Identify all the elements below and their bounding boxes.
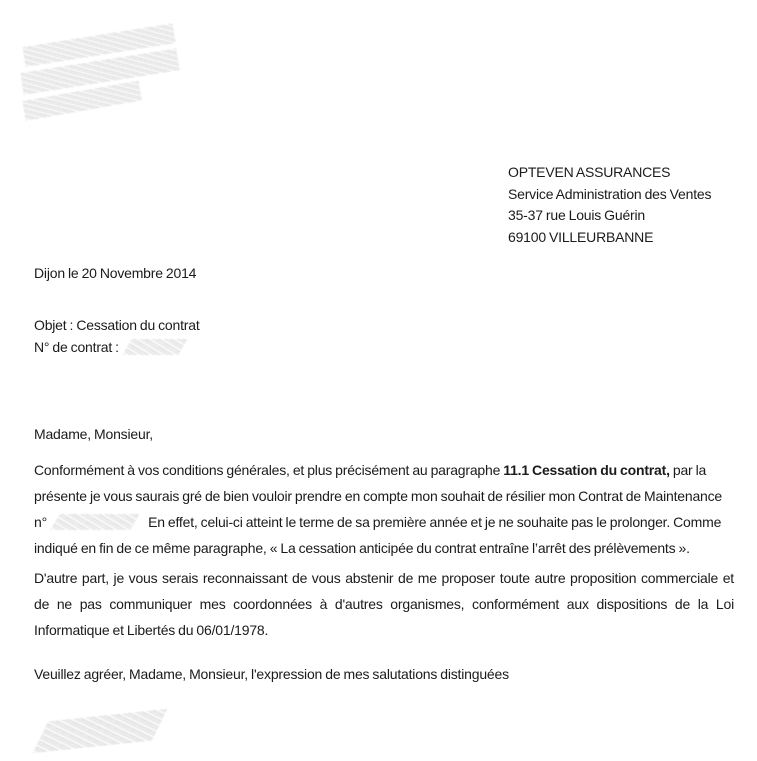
recipient-address: [508, 162, 711, 248]
p1-l1-pre: Conformément à vos conditions générales, et plus précisément au paragraphe: [34, 462, 504, 478]
redacted-signature: [33, 709, 168, 753]
paragraph-2: [34, 565, 734, 643]
paragraph-2-line-3: Informatique et Libertés du 06/01/1978.: [34, 622, 269, 638]
paragraph-1: [34, 457, 734, 561]
paragraph-1-line-1: [34, 457, 734, 483]
letter-body: [34, 421, 734, 687]
p1-l3-post: En effet, celui-ci atteint le terme de sa première année et je ne souhaite pas le prolonger. Comme: [145, 514, 722, 530]
redacted-sender-block: [22, 27, 194, 123]
subject-block: [34, 314, 200, 358]
contract-number-line: [34, 336, 200, 358]
subject-line: Objet : Cessation du contrat: [34, 317, 200, 333]
salutation: Madame, Monsieur,: [34, 426, 153, 442]
p1-l1-post: par la: [669, 462, 707, 478]
closing-line: Veuillez agréer, Madame, Monsieur, l'expression de mes salutations distinguées: [34, 666, 509, 682]
recipient-city: 69100 VILLEURBANNE: [508, 228, 654, 245]
paragraph-1-line-4: indiqué en fin de ce même paragraphe, « La cessation anticipée du contrat entraîne l’arrêt des prélèvements ».: [34, 540, 690, 556]
paragraph-2-line-2: de ne pas communiquer mes coordonnées à d'autres organismes, conformément aux dispositions de la Loi: [34, 596, 734, 612]
p1-l3-pre: n°: [34, 514, 47, 530]
redacted-contract-number-inline: [50, 514, 139, 530]
recipient-street: 35-37 rue Louis Guérin: [508, 207, 645, 223]
paragraph-1-line-2: présente je vous saurais gré de bien vouloir prendre en compte mon souhait de résilier mon Contrat de Maintenance: [34, 488, 723, 504]
recipient-service: Service Administration des Ventes: [508, 185, 712, 202]
contract-number-label: N° de contrat :: [34, 339, 119, 355]
recipient-name: OPTEVEN ASSURANCES: [508, 164, 671, 180]
p1-l1-bold: 11.1 Cessation du contrat,: [503, 462, 670, 478]
paragraph-1-line-3: [34, 509, 734, 535]
redacted-contract-number: [122, 339, 187, 355]
paragraph-2-line-1: D'autre part, je vous serais reconnaissant de vous abstenir de me proposer toute autre proposition commerciale et: [34, 570, 734, 586]
date-line: Dijon le 20 Novembre 2014: [34, 265, 197, 281]
